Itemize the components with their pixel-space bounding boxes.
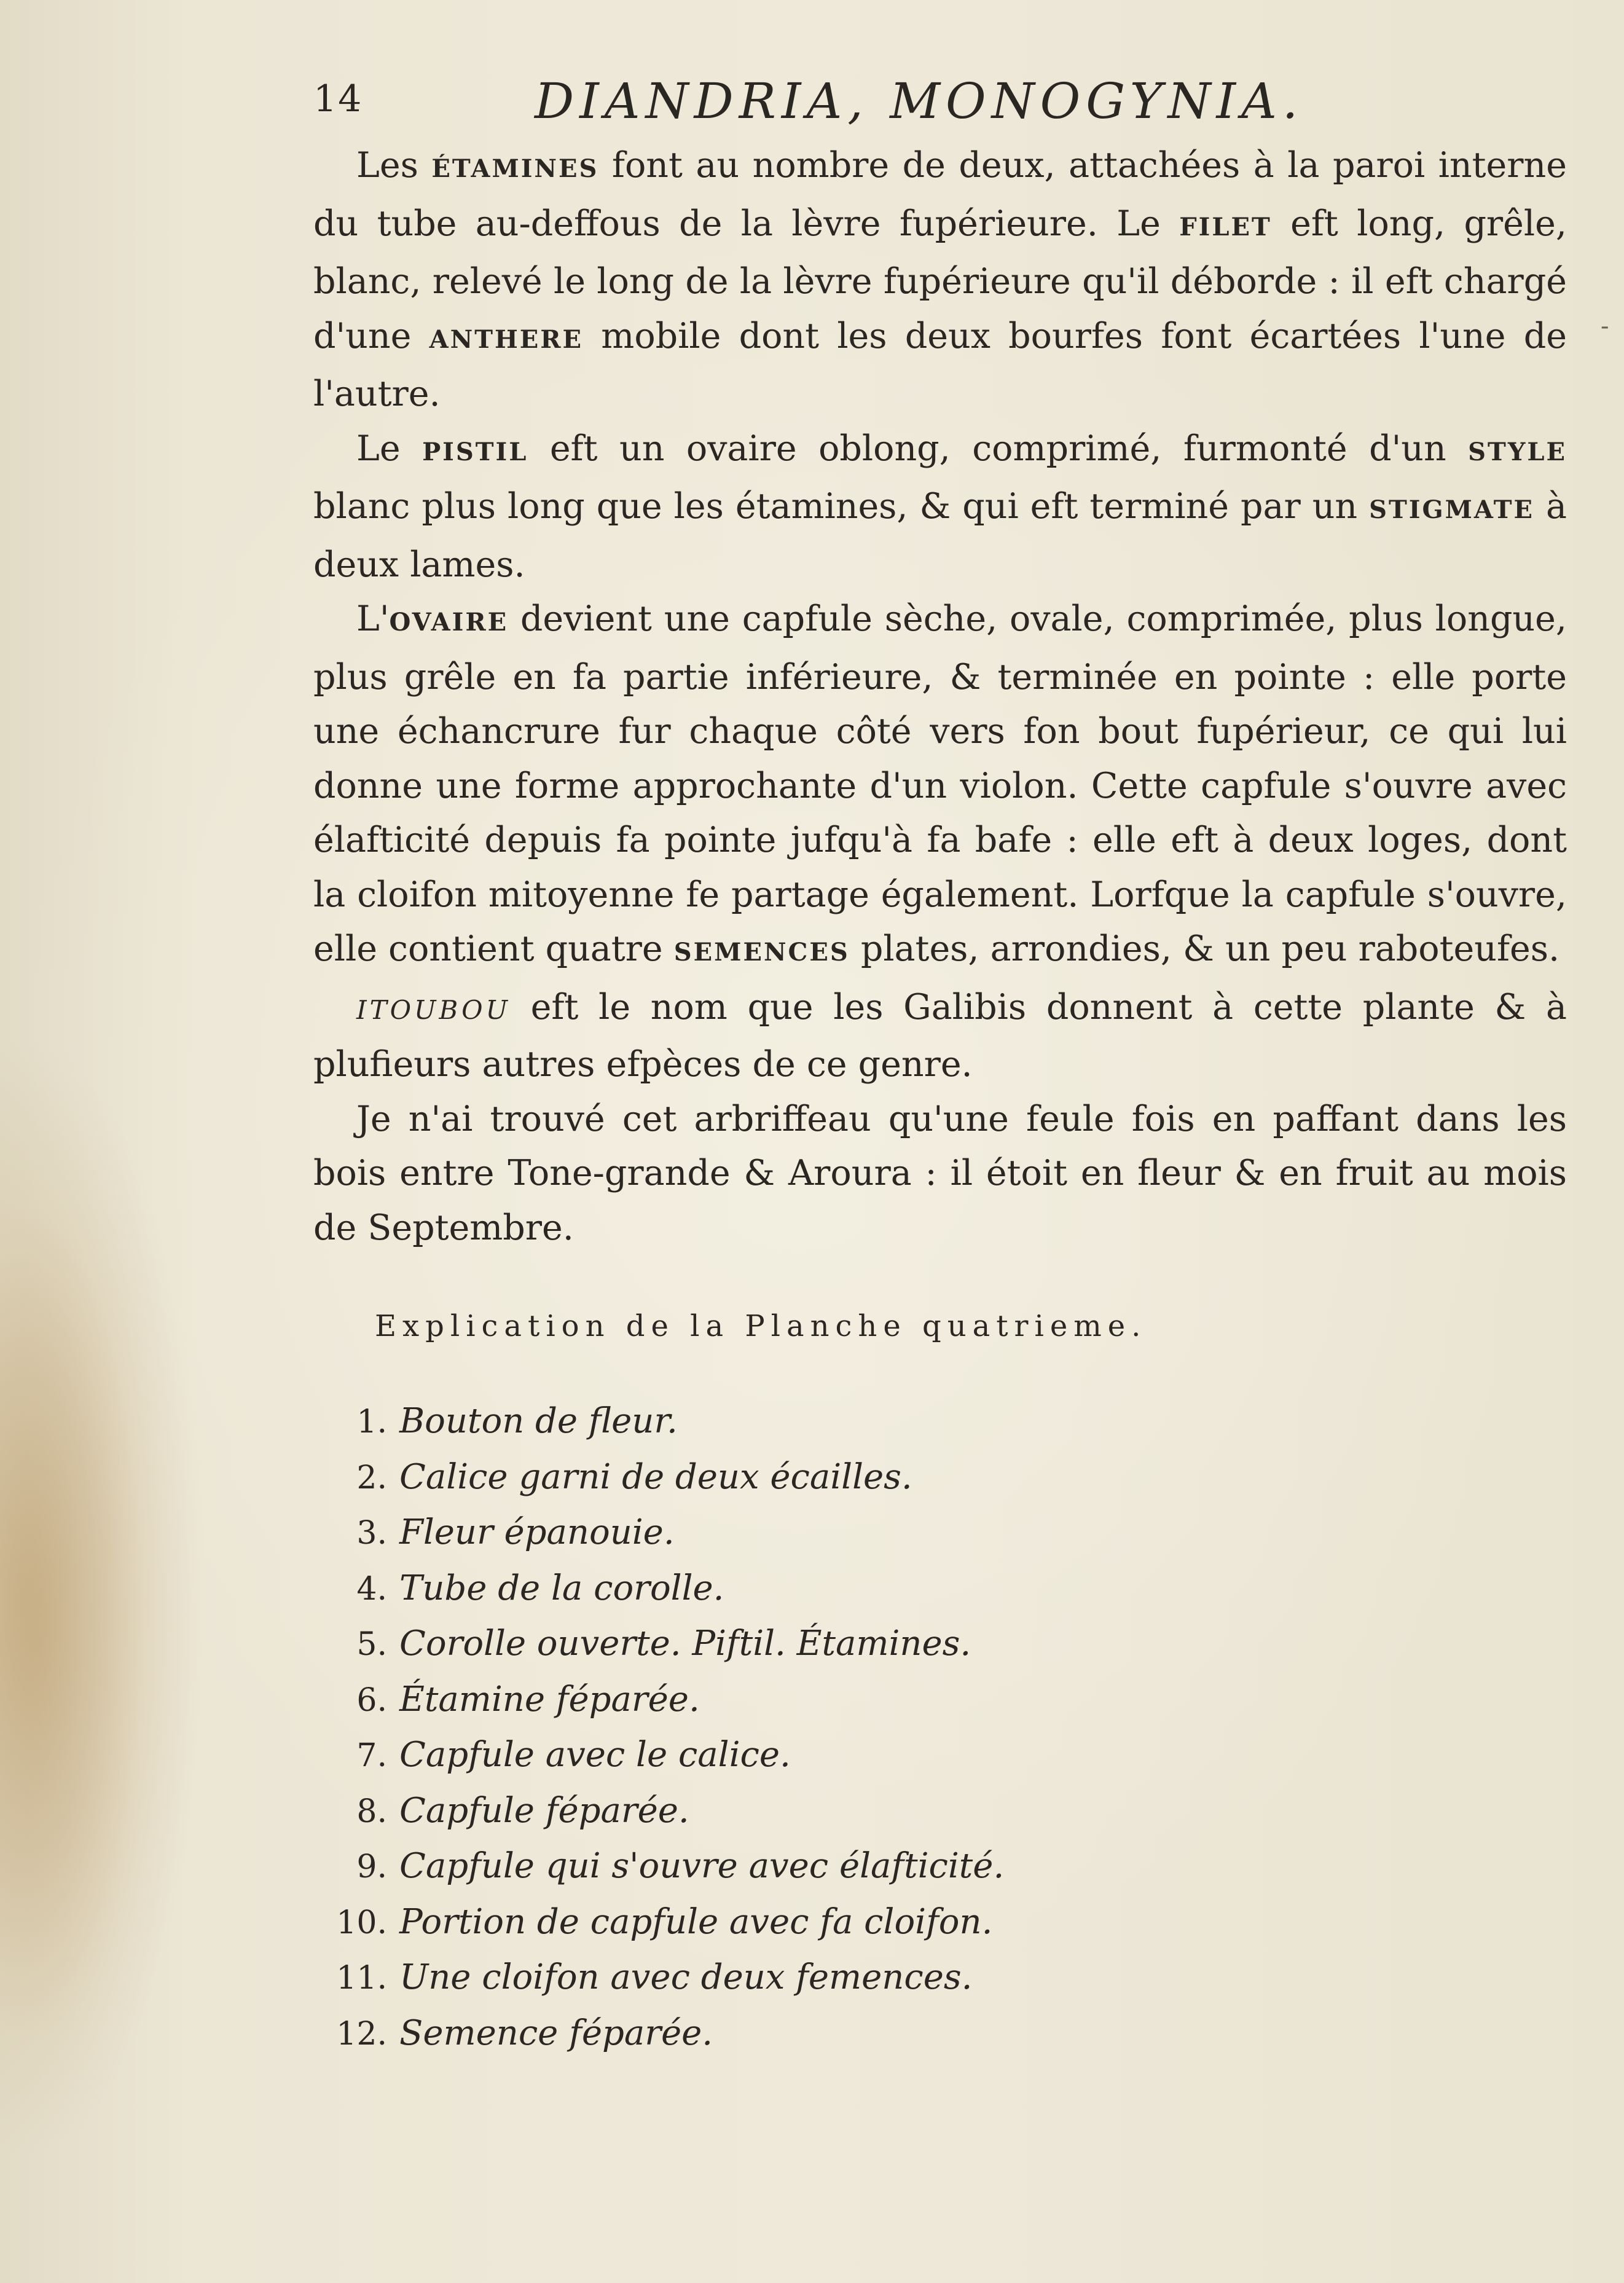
- page-number: 14: [313, 77, 363, 120]
- text-run: devient une capfule sèche, ovale, comprimée, plus longue, plus grêle en fa partie inférieure, & terminée en pointe : elle porte une échancrure fur chaque côté vers fon bout fupérieur, ce qui lui donne une forme approchante d'un violon. Cette capfule s'ouvre avec élafticité depuis fa pointe jufqu'à fa bafe : elle eft à deux loges, dont la cloifon mitoyenne fe partage également. Lorfque la capfule s'ouvre, elle contient quatre: [313, 599, 1567, 969]
- term-etamines: ÉTAMINES: [431, 154, 599, 183]
- term-filet: FILET: [1179, 212, 1272, 242]
- item-text: Tube de la corolle.: [399, 1568, 724, 1608]
- item-text: Fleur épanouie.: [399, 1512, 675, 1552]
- text-run: eft le nom que les Galibis donnent à cette plante & à plufieurs autres efpèces de ce genre.: [313, 986, 1567, 1085]
- plate-legend: [320, 1401, 1180, 2069]
- body-text: [313, 138, 1567, 1255]
- term-semences: SEMENCES: [673, 938, 850, 967]
- section-title: Explication de la Planche quatrieme.: [375, 1309, 1147, 1343]
- item-number: 12.: [336, 2015, 387, 2053]
- item-number: 2.: [356, 1459, 387, 1496]
- list-item: [320, 1957, 1180, 2013]
- page-header: [313, 73, 1383, 128]
- text-run: Je n'ai trouvé cet arbriffeau qu'une feule fois en paffant dans les bois entre Tone-grande & Aroura : il étoit en fleur & en fruit au mois de Septembre.: [313, 1098, 1567, 1248]
- item-text: Portion de capfule avec fa cloifon.: [399, 1901, 993, 1942]
- item-number: 6.: [356, 1681, 387, 1719]
- paragraph-locality: [313, 1092, 1567, 1255]
- text-run: eft long, grêle, blanc, relevé le long de la lèvre fupérieure qu'il déborde : il eft chargé d'une: [313, 203, 1567, 356]
- paragraph-pistil: [313, 422, 1567, 592]
- item-number: 9.: [356, 1849, 387, 1885]
- text-run: blanc plus long que les étamines, & qui eft terminé par un: [313, 486, 1370, 527]
- list-item: [320, 1902, 1180, 1958]
- list-item: [320, 1624, 1180, 1680]
- term-itoubou: ITOUBOU: [356, 994, 511, 1025]
- text-run: eft un ovaire oblong, comprimé, furmonté d'un: [528, 428, 1469, 469]
- text-run: font au nombre de deux, attachées à la paroi interne du tube au-deffous de la lèvre fupérieure. Le: [313, 145, 1567, 244]
- paragraph-ovary: [313, 592, 1567, 980]
- item-text: Étamine féparée.: [399, 1679, 700, 1719]
- item-number: 4.: [356, 1570, 387, 1608]
- item-text: Capfule avec le calice.: [399, 1735, 791, 1775]
- item-number: 1.: [356, 1404, 387, 1440]
- item-text: Corolle ouverte. Piftil. Étamines.: [399, 1624, 971, 1664]
- item-text: Calice garni de deux écailles.: [399, 1456, 912, 1497]
- item-number: 11.: [336, 1960, 387, 1997]
- item-number: 5.: [356, 1626, 387, 1663]
- item-text: Une cloifon avec deux femences.: [399, 1957, 973, 1997]
- text-run: Le: [356, 428, 423, 469]
- paragraph-stamens: [313, 138, 1567, 422]
- item-number: 10.: [336, 1904, 387, 1941]
- paper-stain: [0, 1075, 203, 2274]
- text-run: L': [356, 599, 390, 639]
- list-item: [320, 1457, 1180, 1513]
- text-run: plates, arrondies, & un peu raboteufes.: [849, 929, 1560, 969]
- list-item: [320, 1512, 1180, 1568]
- list-item: [320, 1846, 1180, 1902]
- running-head: DIANDRIA, MONOGYNIA.: [535, 73, 1304, 130]
- list-item: [320, 1735, 1180, 1791]
- item-text: Capfule qui s'ouvre avec élafticité.: [399, 1846, 1005, 1886]
- term-stigmate: STIGMATE: [1369, 495, 1535, 524]
- term-style: STYLE: [1468, 437, 1567, 466]
- item-text: Bouton de fleur.: [399, 1401, 678, 1441]
- text-run: mobile dont les deux bourfes font écartées l'une de l'autre.: [313, 315, 1567, 414]
- list-item: [320, 1401, 1180, 1457]
- list-item: [320, 1568, 1180, 1624]
- text-run: à deux lames.: [313, 486, 1567, 585]
- list-item: [320, 2013, 1180, 2069]
- paragraph-name: [313, 980, 1567, 1092]
- item-number: 8.: [356, 1793, 387, 1830]
- margin-mark: -: [1601, 312, 1609, 340]
- item-number: 3.: [356, 1515, 387, 1552]
- item-number: 7.: [356, 1737, 387, 1774]
- list-item: [320, 1791, 1180, 1847]
- text-run: Les: [356, 145, 432, 186]
- term-ovaire: OVAIRE: [389, 608, 509, 637]
- term-anthere: ANTHERE: [429, 324, 583, 354]
- list-item: [320, 1680, 1180, 1735]
- item-text: Semence féparée.: [399, 2013, 713, 2053]
- term-pistil: PISTIL: [422, 437, 528, 466]
- item-text: Capfule féparée.: [399, 1790, 689, 1831]
